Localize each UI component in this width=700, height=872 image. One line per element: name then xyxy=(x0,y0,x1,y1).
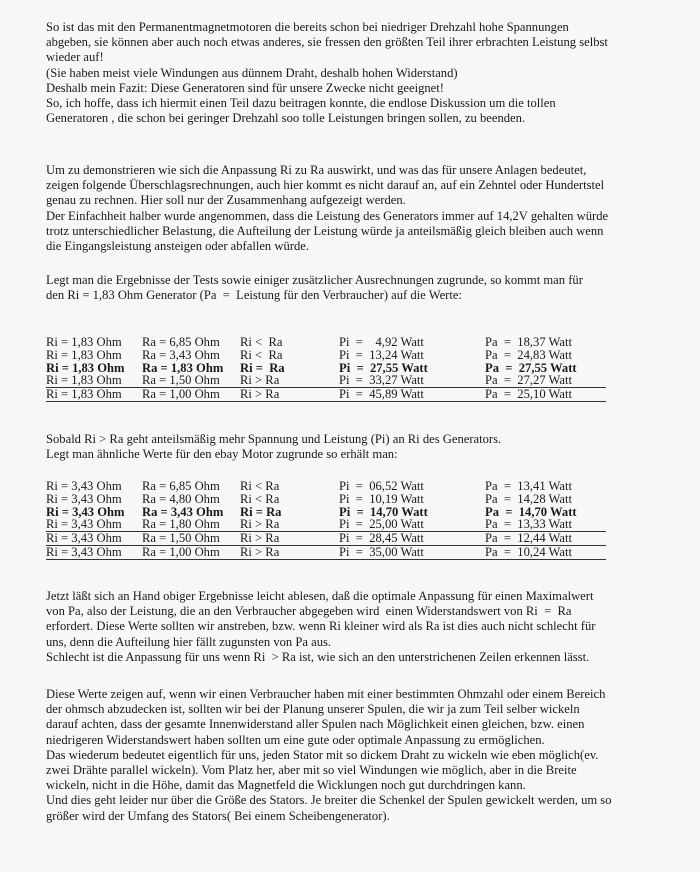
text-line: Legt man ähnliche Werte für den ebay Motor zugrunde so erhält man: xyxy=(46,447,398,462)
text-line: wieder auf! xyxy=(46,50,104,65)
relation-cell: Ri < Ra xyxy=(240,479,280,493)
results-table-1-83-ohm xyxy=(46,336,606,402)
table-row-underlined xyxy=(46,388,606,402)
text-line: uns, denn die Aufteilung hier fällt zugunsten von Pa aus. xyxy=(46,634,332,649)
text-line: trotz unterschiedlicher Belastung, die Aufteilung der Leistung würde ja anteilsmäßig gleich bleiben auch wenn xyxy=(46,223,604,238)
pi-cell: Pi = 10,19 Watt xyxy=(339,491,424,506)
ra-cell: Ra = 1,83 Ohm xyxy=(142,360,224,375)
pi-cell: Pi = 27,55 Watt xyxy=(339,360,428,375)
ri-cell: Ri = 1,83 Ohm xyxy=(46,335,122,349)
relation-cell: Ri > Ra xyxy=(240,517,280,532)
pi-cell: Pi = 4,92 Watt xyxy=(339,335,424,349)
text-line: abgeben, sie können aber auch noch etwas anderes, sie fressen den größten Teil ihrer erbrachten Leistung selbst xyxy=(46,35,608,50)
ri-cell: Ri = 3,43 Ohm xyxy=(46,531,122,546)
relation-cell: Ri < Ra xyxy=(240,347,283,362)
pi-cell: Pi = 14,70 Watt xyxy=(339,504,428,519)
relation-cell: Ri < Ra xyxy=(240,335,283,349)
relation-cell: Ri < Ra xyxy=(240,491,280,506)
paragraph-optimal-matching xyxy=(46,589,666,665)
text-line: (Sie haben meist viele Windungen aus dünnem Draht, deshalb hohen Widerstand) xyxy=(46,65,458,80)
text-line: Der Einfachheit halber wurde angenommen, dass die Leistung des Generators immer auf 14,2V gehalten würde xyxy=(46,208,609,223)
pa-cell: Pa = 27,27 Watt xyxy=(485,373,573,388)
ri-cell: Ri = 3,43 Ohm xyxy=(46,504,125,519)
text-line: genau zu rechnen. Hier soll nur der Zusammenhang aufgezeigt werden. xyxy=(46,193,406,208)
ra-cell: Ra = 1,00 Ohm xyxy=(142,544,220,559)
paragraph-conclusion xyxy=(46,20,666,126)
pa-cell: Pa = 24,83 Watt xyxy=(485,347,573,362)
ra-cell: Ra = 1,00 Ohm xyxy=(142,387,220,402)
paragraph-test-results-intro xyxy=(46,273,666,303)
relation-cell: Ri > Ra xyxy=(240,387,280,402)
results-table-3-43-ohm xyxy=(46,480,606,560)
ri-cell: Ri = 1,83 Ohm xyxy=(46,373,122,388)
pi-cell: Pi = 25,00 Watt xyxy=(339,517,424,532)
ri-cell: Ri = 3,43 Ohm xyxy=(46,479,122,493)
pi-cell: Pi = 35,00 Watt xyxy=(339,544,424,559)
table-row xyxy=(46,480,606,493)
text-line: Generatoren , die schon bei geringer Drehzahl soo tolle Leistungen bringen sollen, zu beenden. xyxy=(46,111,526,126)
ri-cell: Ri = 3,43 Ohm xyxy=(46,491,122,506)
paragraph-coil-planning xyxy=(46,687,666,824)
pi-cell: Pi = 33,27 Watt xyxy=(339,373,424,388)
text-line: zwei Drähte parallel wickeln). Vom Platz her, aber mit so viel Windungen wie möglich, aber in die Breite xyxy=(46,763,577,778)
ra-cell: Ra = 3,43 Ohm xyxy=(142,504,224,519)
text-line: Das wiederum bedeutet eigentlich für uns, jeden Stator mit so dickem Draht zu wickeln wie eben möglich(ev. xyxy=(46,747,599,762)
ri-cell: Ri = 1,83 Ohm xyxy=(46,347,122,362)
ri-cell: Ri = 1,83 Ohm xyxy=(46,387,122,402)
text-line: den Ri = 1,83 Ohm Generator (Pa = Leistung für den Verbraucher) auf die Werte: xyxy=(46,288,462,303)
ra-cell: Ra = 4,80 Ohm xyxy=(142,491,220,506)
text-line: Schlecht ist die Anpassung für uns wenn Ri > Ra ist, wie sich an den unterstrichenen Zeilen erkennen lässt. xyxy=(46,649,590,664)
text-line: Legt man die Ergebnisse der Tests sowie einiger zusätzlicher Ausrechnungen zugrunde, so kommt man für xyxy=(46,273,583,287)
pa-cell: Pa = 13,33 Watt xyxy=(485,517,573,532)
text-line: größer wird der Umfang des Stators( Bei einem Scheibengenerator). xyxy=(46,808,390,823)
relation-cell: Ri = Ra xyxy=(240,504,282,519)
text-line: Und dies geht leider nur über die Größe des Stators. Je breiter die Schenkel der Spulen gewickelt werden, um so xyxy=(46,793,612,808)
text-line: Jetzt läßt sich an Hand obiger Ergebnisse leicht ablesen, daß die optimale Anpassung für einen Maximalwert xyxy=(46,589,594,603)
table-row-underlined xyxy=(46,518,606,532)
pa-cell: Pa = 18,37 Watt xyxy=(485,335,573,349)
table-row xyxy=(46,349,606,362)
ra-cell: Ra = 1,50 Ohm xyxy=(142,531,220,546)
table-row-underlined xyxy=(46,532,606,546)
relation-cell: Ri > Ra xyxy=(240,531,280,546)
text-line: Deshalb mein Fazit: Diese Generatoren sind für unsere Zwecke nicht geeignet! xyxy=(46,80,444,95)
text-line: der ohmsch abzudecken ist, sollten wir bei der Planung unserer Spulen, die wir ja zum Teil selber wickeln xyxy=(46,702,580,717)
table-row xyxy=(46,336,606,349)
relation-cell: Ri = Ra xyxy=(240,360,285,375)
text-line: Um zu demonstrieren wie sich die Anpassung Ri zu Ra auswirkt, und was das für unsere Anlagen bedeutet, xyxy=(46,163,587,177)
ra-cell: Ra = 1,80 Ohm xyxy=(142,517,220,532)
ra-cell: Ra = 6,85 Ohm xyxy=(142,335,220,349)
text-line: So, ich hoffe, dass ich hiermit einen Teil dazu beitragen konnte, die endlose Diskussion um die tollen xyxy=(46,96,556,111)
pa-cell: Pa = 14,28 Watt xyxy=(485,491,573,506)
table-row-underlined xyxy=(46,546,606,560)
ra-cell: Ra = 3,43 Ohm xyxy=(142,347,220,362)
paragraph-ebay-motor-intro xyxy=(46,432,666,462)
text-line: niedrigeren Widerstandswert haben sollten um eine gute oder optimale Anpassung zu ermöglichen. xyxy=(46,732,545,747)
pi-cell: Pi = 13,24 Watt xyxy=(339,347,424,362)
pa-cell: Pa = 10,24 Watt xyxy=(485,544,573,559)
pi-cell: Pi = 45,89 Watt xyxy=(339,387,424,402)
ri-cell: Ri = 3,43 Ohm xyxy=(46,517,122,532)
text-line: Diese Werte zeigen auf, wenn wir einen Verbraucher haben mit einer bestimmten Ohmzahl oder einem Bereich xyxy=(46,687,606,701)
text-line: erfordert. Diese Werte sollten wir anstreben, bzw. wenn Ri kleiner wird als Ra ist dies auch nicht schlecht für xyxy=(46,619,596,634)
table-row xyxy=(46,493,606,506)
text-line: So ist das mit den Permanentmagnetmotoren die bereits schon bei niedriger Drehzahl hohe Spannungen xyxy=(46,20,569,34)
text-line: darauf achten, dass der gesamte Innenwiderstand aller Spulen nach Möglichkeit einen gleichen, bzw. einen xyxy=(46,717,585,732)
paragraph-demonstration xyxy=(46,163,666,254)
pa-cell: Pa = 12,44 Watt xyxy=(485,531,573,546)
ri-cell: Ri = 3,43 Ohm xyxy=(46,544,122,559)
text-line: Sobald Ri > Ra geht anteilsmäßig mehr Spannung und Leistung (Pi) an Ri des Generators. xyxy=(46,432,502,446)
text-line: die Eingangsleistung ansteigen oder abfallen würde. xyxy=(46,239,309,254)
pa-cell: Pa = 27,55 Watt xyxy=(485,360,577,375)
text-line: von Pa, also der Leistung, die an den Verbraucher abgegeben wird einen Widerstandswert von Ri = Ra xyxy=(46,604,572,619)
pi-cell: Pi = 06,52 Watt xyxy=(339,479,424,493)
table-row-underlined xyxy=(46,374,606,388)
ra-cell: Ra = 1,50 Ohm xyxy=(142,373,220,388)
pa-cell: Pa = 25,10 Watt xyxy=(485,387,573,402)
pa-cell: Pa = 14,70 Watt xyxy=(485,504,577,519)
pa-cell: Pa = 13,41 Watt xyxy=(485,479,573,493)
pi-cell: Pi = 28,45 Watt xyxy=(339,531,424,546)
ri-cell: Ri = 1,83 Ohm xyxy=(46,360,125,375)
text-line: wickeln, nicht in die Höhe, damit das Magnetfeld die Wicklungen noch gut durchdringen kann. xyxy=(46,778,526,793)
text-line: zeigen folgende Überschlagsrechnungen, auch hier kommt es nicht darauf an, auf ein Zehntel oder Hundertstel xyxy=(46,178,605,193)
ra-cell: Ra = 6,85 Ohm xyxy=(142,479,220,493)
relation-cell: Ri > Ra xyxy=(240,544,280,559)
relation-cell: Ri > Ra xyxy=(240,373,280,388)
